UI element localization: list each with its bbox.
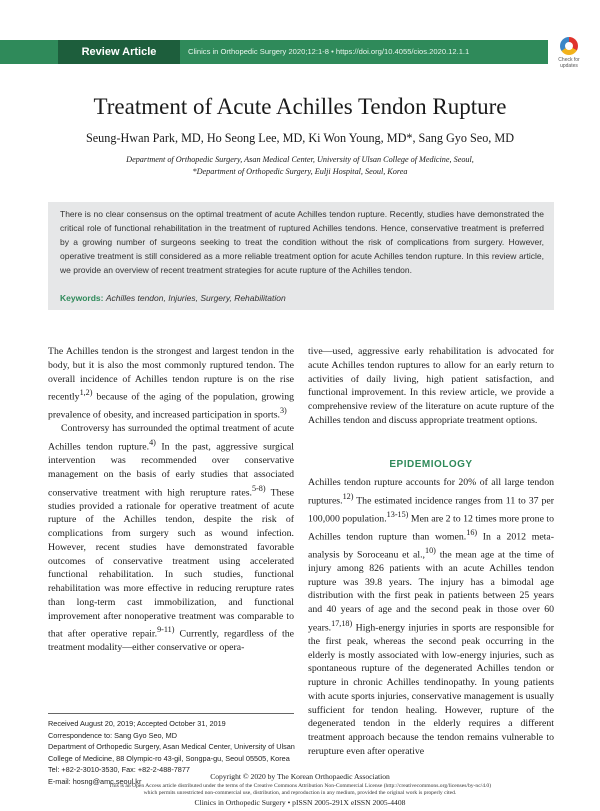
author-list: Seung-Hwan Park, MD, Ho Seong Lee, MD, Ki Won Young, MD*, Sang Gyo Seo, MD [85, 131, 515, 145]
affiliation-2: *Department of Orthopedic Surgery, Eulji Hospital, Seoul, Korea [192, 167, 408, 176]
citation-ref[interactable]: 10) [425, 545, 436, 555]
citation-ref[interactable]: 9-11) [157, 625, 175, 635]
correspondence: Correspondence to: Sang Gyo Seo, MD [48, 730, 177, 740]
check-for-updates-badge[interactable] [552, 36, 586, 70]
phone-fax: Tel: +82-2-3010-3530, Fax: +82-2-488-7877 [48, 765, 190, 774]
check-for-updates-icon [560, 37, 578, 55]
license-notice: This is an Open Access article distributed under the terms of the Creative Commons Attribution Non-Commercial License (http://creativecommons.org/licenses/by-nc/4.0) which permits unrestricted non-commercial use, distribution, and reproduction in any medium, provided the original work is properly cited. [108, 783, 492, 796]
citation-ref[interactable]: 17,18) [331, 618, 353, 628]
citation-ref[interactable]: 1,2) [79, 388, 93, 398]
citation-ref[interactable]: 5-8) [252, 483, 266, 493]
abstract-text: There is no clear consensus on the optimal treatment of acute Achilles tendon rupture. Recently, studies have demonstrated the critical role of functional rehabilitation in the treatment of ruptured Achilles tendons. Hence, conservative treatment is preferred by a growing number of surgeons seeking to treat the condition without the risk of complications from surgery. However, operative treatment is still considered as a more reliable treatment option for acute Achilles tendon rupture. In this review article, we provide an overview of recent treatment strategies for acute rupture of the Achilles tendon. [60, 209, 544, 275]
paragraph-continued: tive—used, aggressive early rehabilitation is advocated for acute Achilles tendon ruptures to allow for an early return to activities of daily living, high patient satisfaction, and functional improvement. In this review article, we provide a comprehensive review of the literature on acute rupture of the Achilles tendon and discuss appropriate treatment options. [308, 346, 554, 426]
keywords-label: Keywords: [60, 293, 104, 303]
keywords-list: Achilles tendon, Injuries, Surgery, Rehabilitation [105, 293, 286, 303]
article-title: Treatment of Acute Achilles Tendon Rupture [93, 94, 507, 119]
email[interactable]: E-mail: hosng@amc.seoul.kr [48, 776, 142, 786]
affiliation-1: Department of Orthopedic Surgery, Asan Medical Center, University of Ulsan College of Medicine, Seoul, [126, 155, 474, 164]
citation-ref[interactable]: 4) [149, 438, 156, 448]
paragraph-epidemiology: Achilles tendon rupture accounts for 20% of all large tendon ruptures.$^{12)}$ The estimated incidence ranges from 11 to 37 per 100,000 population.$^{13-15)}$ Men are 2 to 12 times more prone to Achilles tendon rupture than women.$^{16)}$ In a 2012 meta-analysis by Soroceanu et al.,$^{10)}$ the mean age at the time of injury among 826 patients with an acute Achilles tendon rupture was 39.8 years. The injury has a bimodal age distribution with the first peak in patients between 25 years and 40 years of age and the second peak in those over 60 years.$^{17,18)}$ High-energy injuries in sports are responsible for the first peak, whereas the second peak occurring in the elderly is mostly associated with low-energy injuries, such as spontaneous rupture of the degenerated Achilles tendon or rupture in chronic Achilles tendinopathy. In young patients with acute sports injuries, conservative management is usually sufficient for tendon healing. However, rupture of the degenerated tendon in the elderly requires a different treatment approach because the tendon remains vulnerable to rerupture even after operative [308, 477, 555, 757]
citation-ref[interactable]: 16) [466, 527, 478, 537]
journal-citation[interactable]: Clinics in Orthopedic Surgery 2020;12:1-8 • https://doi.org/10.4055/cios.2020.12.1.1 [188, 47, 470, 56]
received-dates: Received August 20, 2019; Accepted October 31, 2019 [48, 719, 226, 728]
citation-ref[interactable]: 13-15) [386, 509, 409, 519]
keywords [60, 293, 544, 303]
paragraph-intro: The Achilles tendon is the strongest and largest tendon in the body, but it is also the most commonly ruptured tendon. The overall incidence of Achilles tendon rupture is on the rise recently$^{1,2)}$ because of the aging of the population, growing prevalence of obesity, and increased participation in sports.$^{3)}$ [48, 346, 294, 421]
body-column-left [48, 345, 294, 655]
footnote-rule [48, 713, 294, 714]
badge-label: Check for updates [558, 57, 580, 69]
copyright: Copyright © 2020 by The Korean Orthopaedic Association [210, 772, 390, 781]
address-line-2: College of Medicine, 88 Olympic-ro 43-gil, Songpa-gu, Seoul 05505, Korea [48, 753, 290, 763]
article-type-tab: Review Article [58, 40, 180, 64]
section-heading-epidemiology: EPIDEMIOLOGY [389, 459, 473, 470]
address-line-1: Department of Orthopedic Surgery, Asan Medical Center, University of Ulsan [48, 742, 295, 751]
journal-issn: Clinics in Orthopedic Surgery • pISSN 2005-291X eISSN 2005-4408 [194, 798, 406, 807]
paragraph-controversy: Controversy has surrounded the optimal treatment of acute Achilles tendon rupture.$^{4)}$ In the past, aggressive surgical intervention was recommended over conservative management on the basis of early studies that associated conservative treatment with high rerupture rates.$^{5-8)}$ These studies provided a rationale for operative treatment of acute rupture of the Achilles tendon, despite the risk of complications from surgery such as wound infection. However, recent studies have demonstrated favorable outcomes of conservative treatment using accelerated functional rehabilitation. In such studies, functional rehabilitation was more effective in reducing rerupture rates than long-term cast immobilization, and functional improvement after nonoperative treatment was comparable to that after operative repair.$^{9-11)}$ Currently, regardless of the treatment modality—either conservative or opera- [48, 423, 295, 654]
body-column-right [308, 345, 554, 428]
citation-ref[interactable]: 12) [342, 491, 354, 501]
citation-ref[interactable]: 3) [279, 406, 287, 416]
